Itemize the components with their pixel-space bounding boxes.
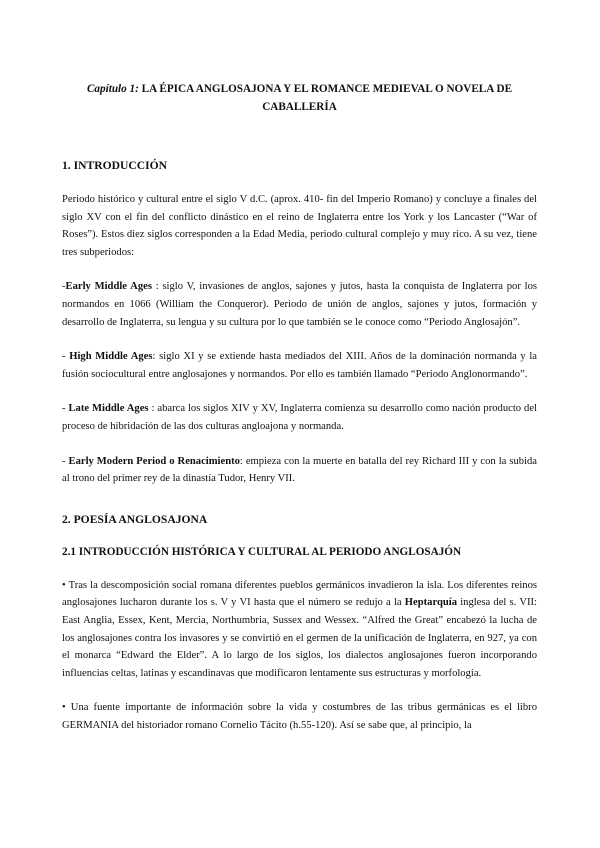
spacer [62,505,537,513]
period-text: : siglo XI y se extiende hasta mediados del XIII. Años de la dominación normanda y la fusión sociocultural entre anglosajones y normandos. Por ello es también llamado “Periodo Anglonormando”. [62,351,538,380]
period-early-modern [62,453,537,488]
chapter-label: Capítulo 1: [86,83,139,95]
period-text: : siglo V, invasiones de anglos, sajones y jutos, hasta la conquista de Inglaterra por los normandos en 1066 (William the Conqueror). Periodo de unión de anglos, sajones y jutos, formación y desarrollo de Inglaterra, su lengua y su cultura por lo que también se le conoce como “Periodo Anglosajón”. [62,281,537,328]
chapter-title-text: LA ÉPICA ANGLOSAJONA Y EL ROMANCE MEDIEVAL O NOVELA DE CABALLERÍA [138,83,513,113]
period-high-middle-ages [62,348,537,383]
period-prefix: - [62,351,70,363]
chapter-title [62,80,537,116]
period-term: Early Modern Period o Renacimiento [68,455,240,467]
period-term: Late Middle Ages [68,403,149,415]
period-prefix: - [62,455,69,467]
period-text: : empieza con la muerte en batalla del rey Richard III y con la subida al trono del primer rey de la dinastía Tudor, Henry VII. [62,455,537,485]
poetry-paragraph-heptarquia [62,577,537,683]
period-late-middle-ages [62,400,537,435]
section-heading-poesia: 2. POESÍA ANGLOSAJONA [62,512,208,526]
subsection-heading-introduccion-historica: 2.1 INTRODUCCIÓN HISTÓRICA Y CULTURAL AL PERIODO ANGLOSAJÓN [62,545,462,558]
period-prefix: - [62,281,66,293]
paragraph-text: • Tras la descomposición social romana diferentes pueblos germánicos invadieron la isla. Los diferentes reinos anglosajones lucharon durante los s. V y VI hasta que el número se redujo a la [62,579,537,609]
period-early-middle-ages [62,278,537,331]
section-heading-introduccion: 1. INTRODUCCIÓN [62,159,167,172]
poetry-paragraph-germania: • Una fuente importante de información sobre la vida y costumbres de las tribus germánicas es el libro GERMANIA del historiador romano Cornelio Tácito (h.55-120). Así se sabe que, al principio, la [62,702,537,731]
period-term: Early Middle Ages [65,281,152,293]
period-term: High Middle Ages [69,351,153,363]
period-prefix: - [62,403,69,415]
paragraph-text: inglesa del s. VII: East Anglia, Essex, Kent, Mercia, Northumbria, Sussex and Wessex. “Alfred the Great” encabezó la lucha de los anglosajones contra los invasores y se convirtió en el germen de la unificación de Inglaterra, en 927, ya con el monarca “Edward the Elder”. A lo largo de los siglos, los dialectos anglosajones fueron incorporando influencias celtas, latinas y escandinavas que modificaron lentamente sus estructuras y morfología. [62,597,537,679]
heptarquia-term: Heptarquía [404,597,457,609]
intro-paragraph: Periodo histórico y cultural entre el siglo V d.C. (aprox. 410- fin del Imperio Romano) y concluye a finales del siglo XV con el fin del conflicto dinástico en el reino de Inglaterra entre los York y los Lancaster (“War of Roses”). Estos diez siglos corresponden a la Edad Media, periodo cultural complejo y muy rico. A su vez, tiene tres subperiodos: [62,194,537,258]
period-text: : abarca los siglos XIV y XV, Inglaterra comienza su desarrollo como nación producto del proceso de hibridación de las dos culturas angloajona y normanda. [62,403,537,432]
document-page [62,80,537,751]
